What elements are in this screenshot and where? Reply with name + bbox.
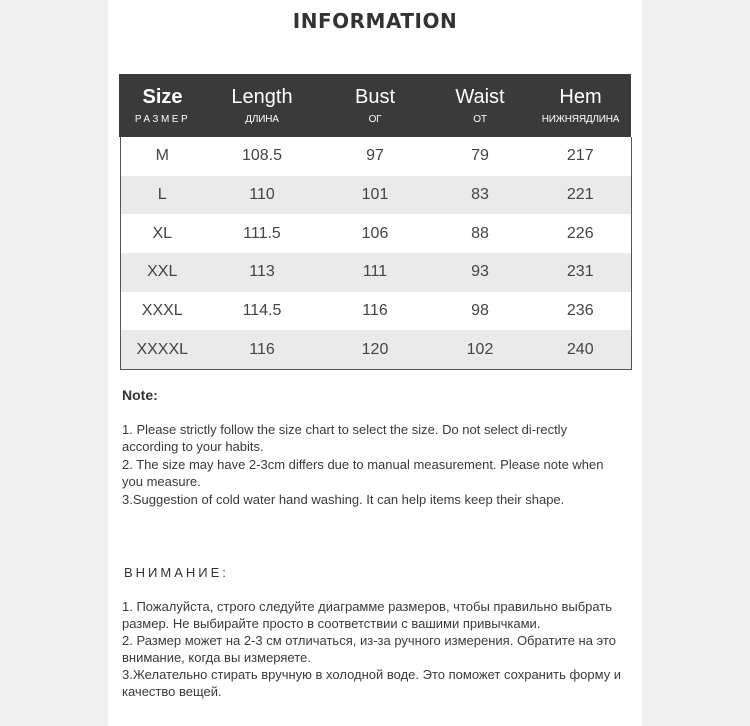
header-length-en: Length <box>231 85 293 108</box>
cell-bust: 116 <box>320 292 430 331</box>
table-row <box>120 253 631 292</box>
header-size-en: Size <box>142 85 183 108</box>
attention-item: 1. Пожалуйста, строго следуйте диаграмме размеров, чтобы правильно выбрать размер. Не выбирайте просто в соответствии с вашими привычками. <box>122 599 613 631</box>
header-waist-ru: ОТ <box>473 113 487 125</box>
table-row <box>120 330 631 369</box>
attention-item: 3.Желательно стирать вручную в холодной воде. Это поможет сохранить форму и качество вещей. <box>122 667 622 699</box>
note-heading: Note: <box>122 387 158 403</box>
header-bust-ru: ОГ <box>368 113 382 125</box>
cell-waist: 98 <box>430 292 530 331</box>
cell-length: 113 <box>204 253 320 292</box>
table-header-row <box>120 74 631 137</box>
cell-length: 108.5 <box>204 137 320 176</box>
header-hem-ru: НИЖНЯЯДЛИНА <box>541 113 620 125</box>
cell-bust: 111 <box>320 253 430 292</box>
header-size <box>120 74 204 137</box>
cell-waist: 79 <box>430 137 530 176</box>
header-waist-en: Waist <box>455 85 505 108</box>
cell-size: XXXXL <box>120 330 204 369</box>
cell-size: XL <box>120 214 204 253</box>
cell-hem: 226 <box>530 214 631 253</box>
cell-bust: 97 <box>320 137 430 176</box>
cell-waist: 88 <box>430 214 530 253</box>
page-title: INFORMATION <box>292 9 458 33</box>
cell-size: M <box>120 137 204 176</box>
attention-item: 2. Размер может на 2-3 см отличаться, из-за ручного измерения. Обратите на это внимание, когда вы измеряете. <box>122 633 616 665</box>
cell-waist: 93 <box>430 253 530 292</box>
cell-hem: 236 <box>530 292 631 331</box>
cell-bust: 120 <box>320 330 430 369</box>
table-row <box>120 176 631 215</box>
header-hem <box>530 74 631 137</box>
cell-size: XXL <box>120 253 204 292</box>
table-row <box>120 214 631 253</box>
cell-length: 116 <box>204 330 320 369</box>
table-row <box>120 137 631 176</box>
cell-bust: 101 <box>320 176 430 215</box>
header-bust <box>320 74 430 137</box>
cell-size: XXXL <box>120 292 204 331</box>
size-chart-table <box>119 74 632 370</box>
cell-hem: 217 <box>530 137 631 176</box>
header-bust-en: Bust <box>354 85 396 108</box>
attention-list <box>122 598 622 700</box>
header-length-ru: ДЛИНА <box>245 113 279 125</box>
cell-waist: 102 <box>430 330 530 369</box>
note-list <box>122 421 608 508</box>
cell-hem: 221 <box>530 176 631 215</box>
cell-hem: 231 <box>530 253 631 292</box>
header-length <box>204 74 320 137</box>
cell-bust: 106 <box>320 214 430 253</box>
table-row <box>120 292 631 331</box>
header-waist <box>430 74 530 137</box>
cell-size: L <box>120 176 204 215</box>
attention-heading: ВНИМАНИЕ: <box>124 565 229 580</box>
cell-length: 111.5 <box>204 214 320 253</box>
note-item: 1. Please strictly follow the size chart to select the size. Do not select di-rectly according to your habits. <box>122 422 568 455</box>
cell-length: 114.5 <box>204 292 320 331</box>
header-size-ru: РАЗМЕР <box>134 113 191 125</box>
header-hem-en: Hem <box>559 85 602 108</box>
note-item: 2. The size may have 2-3cm differs due to manual measurement. Please note when you measure. <box>122 456 604 490</box>
info-page <box>108 0 642 726</box>
cell-waist: 83 <box>430 176 530 215</box>
cell-length: 110 <box>204 176 320 215</box>
note-item: 3.Suggestion of cold water hand washing. It can help items keep their shape. <box>122 491 565 507</box>
cell-hem: 240 <box>530 330 631 369</box>
